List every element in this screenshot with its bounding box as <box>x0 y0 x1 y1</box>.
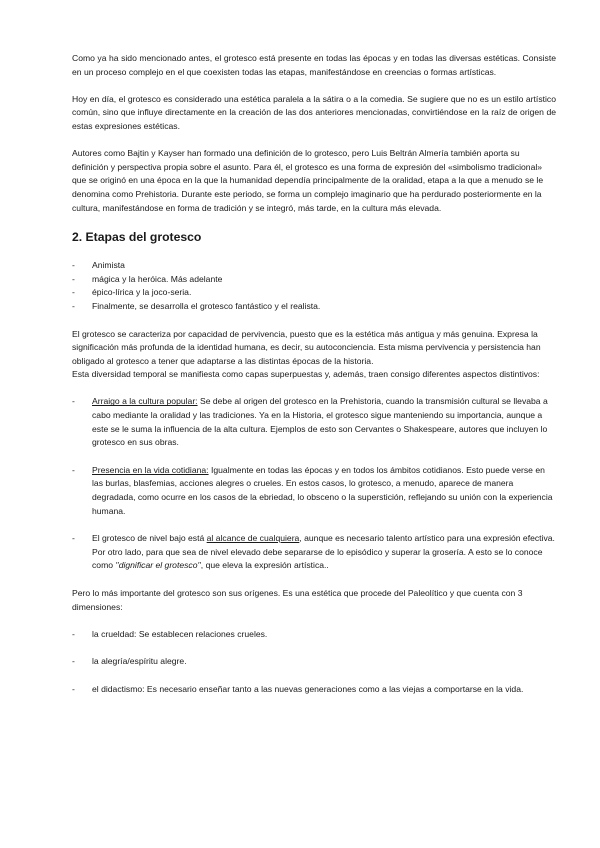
list-item: - épico-lírica y la joco-seria. <box>72 286 556 300</box>
dash-bullet: - <box>72 273 75 284</box>
dash-bullet: - <box>72 628 75 639</box>
dimensions-list <box>72 628 556 697</box>
dash-bullet: - <box>72 396 75 407</box>
underlined-phrase: al alcance de cualquiera <box>206 533 300 544</box>
list-item: - el didactismo: Es necesario enseñar tanto a las nuevas generaciones como a las viejas a comportarse en la vida. <box>72 683 556 697</box>
dash-bullet: - <box>72 656 75 667</box>
list-item: - El grotesco de nivel bajo está al alcance de cualquiera, aunque es necesario talento artístico para una expresión efectiva. Por otro lado, para que sea de nivel elevado debe separarse de lo episódico y superar la grosería. A esto se lo conoce como ''dignificar el grotesco'', que eleva la expresión artística.. <box>72 533 555 571</box>
aspects-list <box>72 395 556 573</box>
aspect-title: Presencia en la vida cotidiana: <box>92 464 209 475</box>
intro-paragraph-1: Como ya ha sido mencionado antes, el grotesco está presente en todas las épocas y en todas las diversas estéticas. Consiste en un proceso complejo en el que coexisten todas las etapas, manifestándose en creencias o formas artísticas. <box>72 53 556 77</box>
list-item: - Animista <box>72 259 556 273</box>
list-item: - Presencia en la vida cotidiana: Igualmente en todas las épocas y en todos los ámbitos cotidianos. Esto puede verse en las burlas, blasfemias, acciones alegres o crueles. En estos casos, lo grotesco, a menudo, aparece de manera degradada, como ocurre en los casos de la ebriedad, lo obsceno o la superstición, reflejando su unión con la experiencia humana. <box>72 464 553 516</box>
dash-bullet: - <box>72 300 75 311</box>
list-item: - la alegría/espíritu alegre. <box>72 655 556 669</box>
dash-bullet: - <box>72 287 75 298</box>
body-paragraph-4a: El grotesco se caracteriza por capacidad de pervivencia, puesto que es la estética más antigua y más genuina. Expresa la significación más profunda de la identidad humana, es decir, su autoconciencia. Esta misma pervivencia y persistencia han obligado al grotesco a tener que adaptarse a las distintas épocas de la historia. <box>72 328 541 366</box>
section-heading: 2. Etapas del grotesco <box>72 230 202 245</box>
dash-bullet: - <box>72 683 75 694</box>
dash-bullet: - <box>72 464 75 475</box>
intro-paragraph-3: Autores como Bajtin y Kayser han formado una definición de lo grotesco, pero Luis Beltrán Almería también aporta su definición y perspectiva propia sobre el asunto. Para él, el grotesco es una forma de expresión del «simbolismo tradicional» que se originó en una época en la que la humanidad dependía principalmente de la oralidad, etapa a la que a menudo se le denomina como Prehistoria. Durante este periodo, se forma un complejo imaginario que ha perdurado posteriormente en la cultura, manifestándose en forma de tradición y se integró, más tarde, en la cultura más elevada. <box>72 148 544 213</box>
body-paragraph-4b: Esta diversidad temporal se manifiesta como capas superpuestas y, además, traen consigo diferentes aspectos distintivos: <box>72 369 540 380</box>
aspect-title: Arraigo a la cultura popular: <box>92 396 198 407</box>
body-paragraph-5: Pero lo más importante del grotesco son sus orígenes. Es una estética que procede del Paleolítico y que cuenta con 3 dimensiones: <box>72 588 523 612</box>
stages-list <box>72 259 556 313</box>
list-item: - la crueldad: Se establecen relaciones crueles. <box>72 628 556 642</box>
list-item: - Finalmente, se desarrolla el grotesco fantástico y el realista. <box>72 300 556 314</box>
list-item: - Arraigo a la cultura popular: Se debe al origen del grotesco en la Prehistoria, cuando la transmisión cultural se llevaba a cabo mediante la oralidad y las tradiciones. Ya en la Historia, el grotesco sigue manteniendo su importancia, aunque a este se le suma la influencia de la alta cultura. Ejemplos de esto son Cervantes o Shakespeare, autores que incluyen lo grotesco en sus obras. <box>72 396 548 448</box>
dash-bullet: - <box>72 260 75 271</box>
italic-quote: ''dignificar el grotesco'' <box>115 560 201 571</box>
list-item: - mágica y la heróica. Más adelante <box>72 273 556 287</box>
intro-paragraph-2: Hoy en día, el grotesco es considerado una estética paralela a la sátira o a la comedia. Se sugiere que no es un estilo artístico común, sino que influye directamente en la creación de las dos anteriores mencionadas, convirtiéndose en la raíz de origen de estas expresiones estéticas. <box>72 93 556 131</box>
dash-bullet: - <box>72 533 75 544</box>
